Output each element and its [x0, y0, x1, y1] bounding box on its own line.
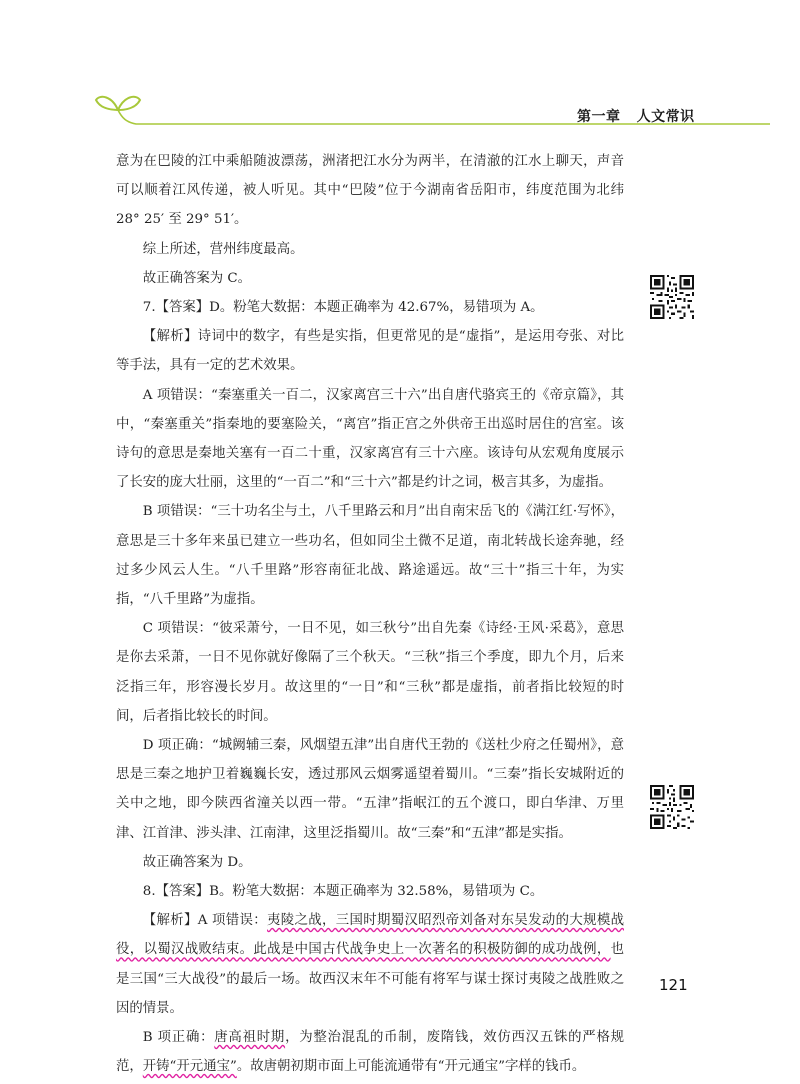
highlighted-text: 唐高祖时期 [214, 1030, 286, 1046]
highlighted-text: 夷陵之战，三国时期蜀汉昭烈帝刘备对东吴发动的大规模战役，以蜀汉战败结束。此战是中国古代战争史上一次著名的积极防御的成功战例， [116, 913, 624, 958]
option-c-7: C 项错误：“彼采萧兮，一日不见，如三秋兮”出自先秦《诗经·王风·采葛》，意思是你去采萧，一日不见你就好像隔了三个秋天。“三秋”指三个季度，即九个月，后来泛指三年，形容漫长岁月。故这里的“一日”和“三秋”都是虚指，前者指比较短的时间，后者指比较长的时间。 [116, 621, 624, 724]
analysis-7: 【解析】诗词中的数字，有些是实指，但更常见的是“虚指”，是运用夸张、对比等手法，具有一定的艺术效果。 [116, 329, 624, 374]
option-d-7: D 项正确：“城阙辅三秦，风烟望五津”出自唐代王勃的《送杜少府之任蜀州》，意思是三秦之地护卫着巍巍长安，透过那风云烟雾遥望着蜀川。“三秦”指长安城附近的关中之地，即今陕西省潼关以西一带。“五津”指岷江的五个渡口，即白华津、万里津、江首津、涉头津、江南津，这里泛指蜀川。故“三秦”和“五津”都是实指。 [116, 738, 624, 841]
chapter-number: 第一章 [577, 109, 621, 125]
qr-code-icon[interactable] [650, 785, 694, 829]
highlighted-text: 开铸“开元通宝” [142, 1059, 237, 1075]
option-b-8 [116, 1023, 624, 1081]
option-b-8-lead: B 项正确： [142, 1030, 215, 1046]
page-number: 121 [659, 976, 688, 994]
qr-code-icon[interactable] [650, 275, 694, 319]
analysis-8-lead: 【解析】A 项错误： [142, 913, 268, 929]
answer-8: 8.【答案】B。粉笔大数据：本题正确率为 32.58%，易错项为 C。 [142, 884, 544, 900]
analysis-8-rest: 也是三国“三大战役”的最后一场。故西汉末年不可能有将军与谋士探讨夷陵之战胜败之因的情景。 [116, 942, 624, 1016]
answer-conclusion-7: 故正确答案为 D。 [142, 854, 252, 870]
page-header [0, 0, 800, 130]
page-content [116, 147, 624, 1082]
analysis-8 [116, 906, 624, 1023]
option-a-7: A 项错误：“秦塞重关一百二，汉家离宫三十六”出自唐代骆宾王的《帝京篇》，其中，“秦塞重关”指秦地的要塞险关，“离宫”指正宫之外供帝王出巡时居住的宫室。该诗句的意思是秦地关塞有一百二十重，汉家离宫有三十六座。该诗句从宏观角度展示了长安的庞大壮丽，这里的“一百二”和“三十六”都是约计之词，极言其多，为虚指。 [116, 387, 624, 491]
option-b-8-rest: 。故唐朝初期市面上可能流通带有“开元通宝”字样的钱币。 [236, 1059, 586, 1075]
chapter-title: 人文常识 [636, 109, 695, 125]
chapter-label [577, 106, 695, 126]
option-b-8-mid: ，为整治混乱的币制，废隋钱，效仿西汉五铢的严格规范， [116, 1030, 625, 1075]
answer-7: 7.【答案】D。粉笔大数据：本题正确率为 42.67%，易错项为 A。 [142, 300, 544, 316]
option-b-7: B 项错误：“三十功名尘与土，八千里路云和月”出自南宋岳飞的《满江红·写怀》，意思是三十多年来虽已建立一些功名，但如同尘土微不足道，南北转战长途奔驰，经过多少风云人生。“八千里路”形容南征北战、路途遥远。故“三十”指三十年，为实指，“八千里路”为虚指。 [116, 504, 624, 608]
paragraph-1: 意为在巴陵的江中乘船随波漂荡，洲渚把江水分为两半，在清澈的江水上聊天，声音可以顺着江风传递，被人听见。其中“巴陵”位于今湖南省岳阳市，纬度范围为北纬 28° 25′ 至 29° 51′。 [116, 154, 624, 228]
paragraph-2: 综上所述，营州纬度最高。 [142, 241, 304, 257]
paragraph-3: 故正确答案为 C。 [142, 270, 252, 286]
sprout-icon [96, 97, 140, 110]
